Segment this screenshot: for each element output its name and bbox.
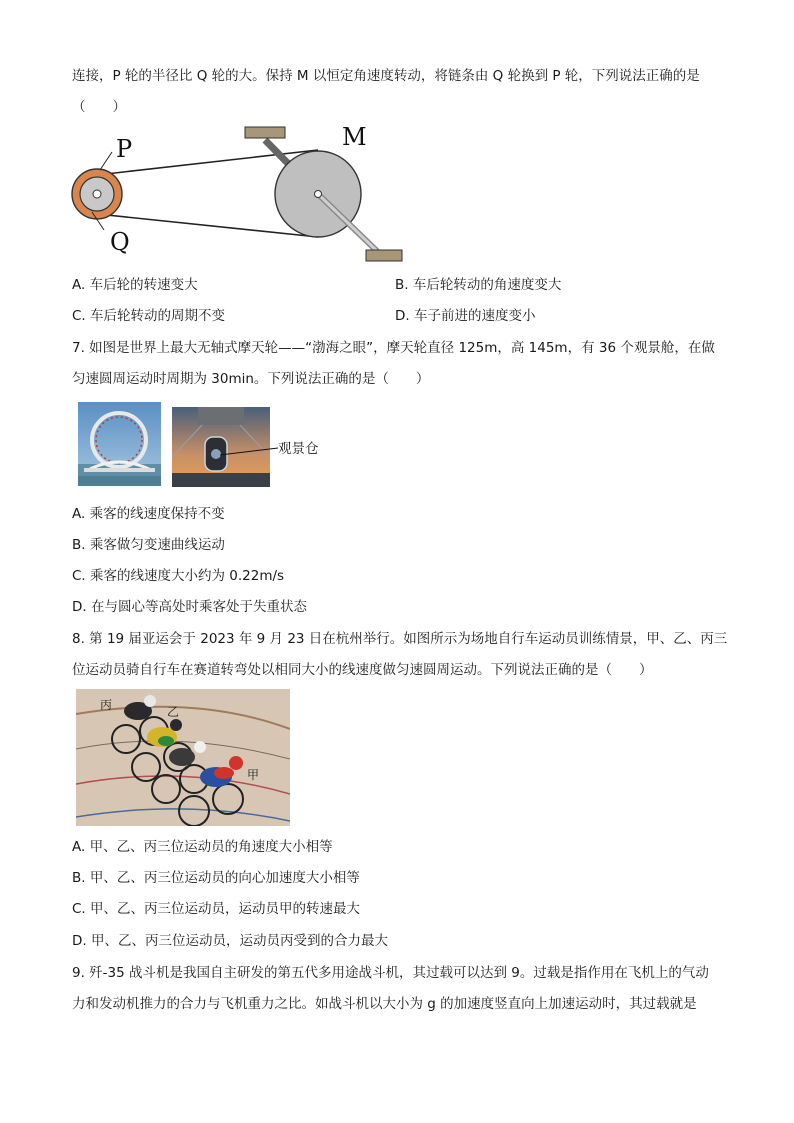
q7-option-c: C. 乘客的线速度大小约为 0.22m/s	[72, 568, 285, 584]
pedal-lower	[366, 250, 402, 261]
q8-option-d: D. 甲、乙、丙三位运动员，运动员丙受到的合力最大	[72, 933, 388, 949]
q7-stem-line1: 7. 如图是世界上最大无轴式摩天轮——“渤海之眼”，摩天轮直径 125m，高 145m，有 36 个观景舱，在做	[72, 340, 715, 356]
wheel-q-axle	[93, 190, 101, 198]
bicycle-chain-diagram	[70, 122, 410, 267]
q7-option-a: A. 乘客的线速度保持不变	[72, 506, 225, 522]
q9-stem-line1: 9. 歼-35 战斗机是我国自主研发的第五代多用途战斗机，其过载可以达到 9。过载是指作用在飞机上的气动	[72, 965, 709, 981]
q8-option-b: B. 甲、乙、丙三位运动员的向心加速度大小相等	[72, 870, 360, 886]
q8-option-a: A. 甲、乙、丙三位运动员的角速度大小相等	[72, 839, 333, 855]
q7-option-b: B. 乘客做匀变速曲线运动	[72, 537, 225, 553]
q6-stem-line2: （ ）	[72, 99, 126, 115]
q8-stem-line2: 位运动员骑自行车在赛道转弯处以相同大小的线速度做匀速圆周运动。下列说法正确的是（ ）	[72, 662, 653, 678]
capsule-leader-line	[220, 446, 280, 458]
wheel-m-axle	[315, 191, 322, 198]
pedal-upper	[245, 127, 285, 138]
q6-option-b: B. 车后轮转动的角速度变大	[395, 277, 562, 293]
label-bing: 丙	[100, 698, 113, 712]
label-yi: 乙	[167, 705, 180, 719]
q7-option-d: D. 在与圆心等高处时乘客处于失重状态	[72, 599, 307, 615]
q7-stem-line2: 匀速圆周运动时周期为 30min。下列说法正确的是（ ）	[72, 371, 430, 387]
q6-stem-line1: 连接，P 轮的半径比 Q 轮的大。保持 M 以恒定角速度转动，将链条由 Q 轮换到 P 轮，下列说法正确的是	[72, 68, 700, 84]
label-q: Q	[110, 228, 130, 256]
q6-option-a: A. 车后轮的转速变大	[72, 277, 198, 293]
q6-option-d: D. 车子前进的速度变小	[395, 308, 536, 324]
label-jia: 甲	[247, 768, 260, 782]
label-p: P	[116, 135, 133, 163]
q8-option-c: C. 甲、乙、丙三位运动员，运动员甲的转速最大	[72, 901, 361, 917]
q8-stem-line1: 8. 第 19 届亚运会于 2023 年 9 月 23 日在杭州举行。如图所示为场地自行车运动员训练情景，甲、乙、丙三	[72, 631, 728, 647]
p-leader-line	[100, 152, 112, 170]
capsule-label: 观景仓	[278, 441, 319, 457]
q9-stem-line2: 力和发动机推力的合力与飞机重力之比。如战斗机以大小为 g 的加速度竖直向上加速运动时，其过载就是	[72, 996, 697, 1012]
q6-option-c: C. 车后轮转动的周期不变	[72, 308, 226, 324]
ferris-wheel-photo	[78, 402, 161, 486]
label-m: M	[342, 123, 367, 151]
